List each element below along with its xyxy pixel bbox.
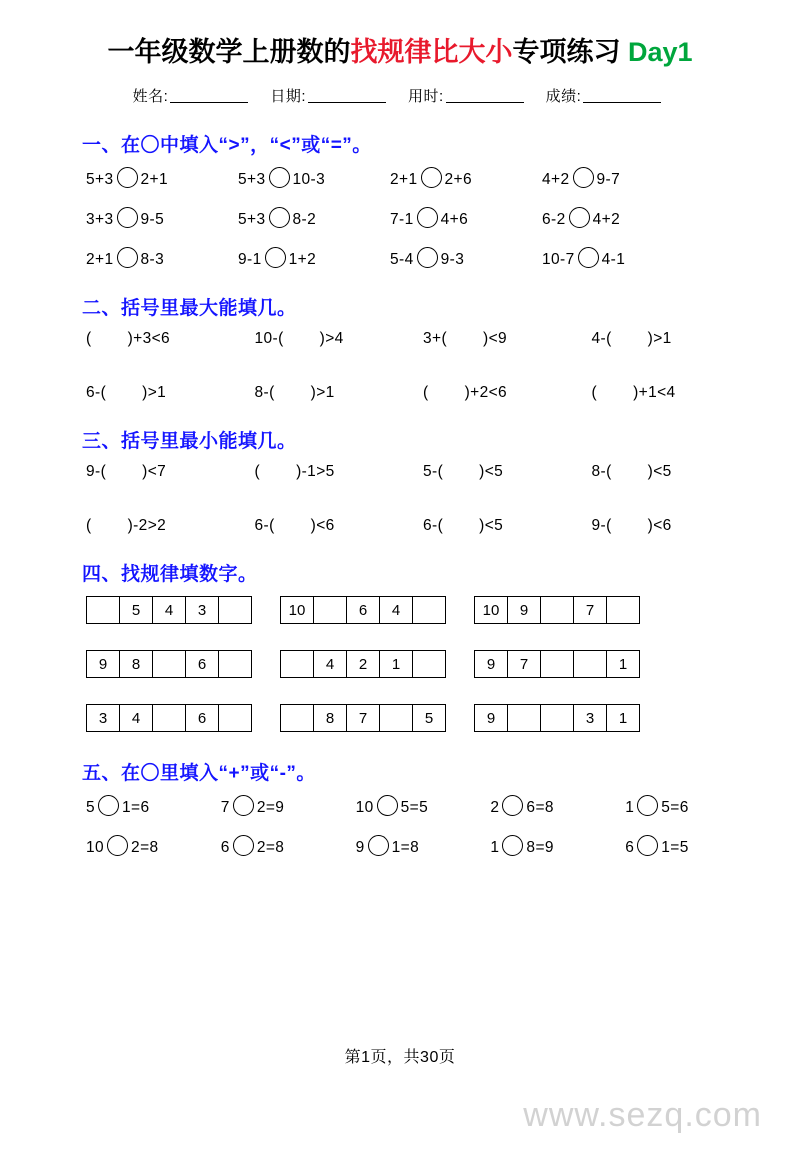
strip-cell[interactable] [86,596,120,624]
problem-item [255,384,424,402]
strip-cell[interactable]: 3 [573,704,607,732]
section-3-row-1 [86,463,760,481]
answer-circle[interactable] [417,247,438,268]
problem-item [86,167,238,189]
operand-left: 5-4 [390,251,414,268]
problem-item [221,835,356,857]
problem-item [255,330,424,348]
expr-prefix: ( [591,384,598,401]
operand-left: 5+3 [238,171,266,188]
number-strip [474,596,640,624]
expr-prefix: 8-( [254,384,275,401]
operand-left: 6-2 [542,211,566,228]
expr-suffix: )+3<6 [127,330,171,347]
answer-circle[interactable] [269,167,290,188]
operand-left: 9 [355,839,365,856]
strip-cell[interactable]: 1 [606,704,640,732]
answer-circle[interactable] [117,167,138,188]
section-2-row-2 [86,384,760,402]
expr-prefix: 10-( [254,330,284,347]
problem-item [490,835,625,857]
strip-cell[interactable]: 9 [474,704,508,732]
problem-item [592,330,761,348]
expr-prefix: ( [86,330,92,347]
answer-circle[interactable] [117,247,138,268]
section-2-heading: 二、括号里最大能填几。 [82,298,297,319]
strip-cell[interactable]: 7 [346,704,380,732]
number-strip [280,650,446,678]
strip-cell[interactable]: 1 [606,650,640,678]
expr-prefix: 5-( [423,463,444,480]
operand-right: 8-2 [292,211,317,228]
operand-left: 10 [86,839,105,856]
date-field-group [270,88,392,105]
section-1-heading: 一、在〇中填入“>”，“<”或“=”。 [82,135,372,156]
operand-left: 7 [220,799,230,816]
strip-cell[interactable] [218,596,252,624]
strip-cell[interactable] [540,650,574,678]
problem-item [390,247,542,269]
strip-cell[interactable]: 3 [185,596,219,624]
expr-suffix: )-2>2 [127,517,167,534]
answer-circle[interactable] [417,207,438,228]
name-label: 姓名: [132,88,169,105]
date-label: 日期: [270,88,306,105]
title-day-label: Day1 [627,37,693,67]
operator-circle[interactable] [502,835,523,856]
problem-item [86,330,255,348]
strip-cell[interactable] [507,704,541,732]
problem-item [86,207,238,229]
number-strip [86,650,252,678]
section-4-row-2 [86,650,760,678]
problem-item [86,795,221,817]
section-3-heading: 三、括号里最小能填几。 [82,431,297,452]
strip-cell[interactable] [606,596,640,624]
operand-right: 1+2 [288,251,317,268]
title-part-3: 专项练习 [512,37,621,67]
name-input-blank[interactable] [170,102,248,103]
problem-item [86,517,255,535]
operand-right: 2=8 [131,839,159,856]
operand-right: 9-5 [140,211,165,228]
strip-cell[interactable] [313,596,347,624]
section-5-row-1 [86,795,760,817]
strip-cell[interactable]: 6 [346,596,380,624]
problem-item [542,247,694,269]
expr-suffix: )<5 [479,517,504,534]
section-4-row-1 [86,596,760,624]
operand-left: 10-7 [542,251,575,268]
expr-prefix: 6-( [86,384,107,401]
problem-item [490,795,625,817]
operator-circle[interactable] [637,795,658,816]
section-5-heading: 五、在〇里填入“+”或“-”。 [82,763,316,784]
strip-cell[interactable] [152,704,186,732]
operand-left: 5+3 [86,171,114,188]
answer-circle[interactable] [265,247,286,268]
operand-right: 8=9 [526,839,554,856]
strip-cell[interactable]: 4 [313,650,347,678]
strip-cell[interactable] [152,650,186,678]
problem-item [221,795,356,817]
operand-left: 7-1 [390,211,414,228]
strip-cell[interactable]: 5 [412,704,446,732]
strip-cell[interactable] [280,704,314,732]
name-field-group [133,88,255,105]
expr-prefix: 8-( [591,463,612,480]
operator-circle[interactable] [107,835,128,856]
expr-suffix: )+2<6 [464,384,508,401]
strip-cell[interactable]: 7 [573,596,607,624]
strip-cell[interactable] [412,596,446,624]
operator-circle[interactable] [98,795,119,816]
problem-item [542,167,694,189]
strip-cell[interactable]: 1 [379,650,413,678]
expr-suffix: )<5 [479,463,504,480]
strip-cell[interactable] [218,704,252,732]
expr-suffix: )>1 [142,384,167,401]
operand-right: 5=6 [661,799,689,816]
number-strip [474,650,640,678]
problem-item [423,330,592,348]
operand-right: 8-3 [140,251,165,268]
operand-left: 1 [625,799,635,816]
section-1-row-1 [86,167,760,189]
expr-prefix: 4-( [591,330,612,347]
operator-circle[interactable] [502,795,523,816]
operator-circle[interactable] [637,835,658,856]
expr-suffix: )>1 [310,384,335,401]
expr-prefix: 9-( [591,517,612,534]
expr-prefix: ( [86,517,92,534]
expr-suffix: )<6 [647,517,672,534]
expr-prefix: 6-( [254,517,275,534]
operand-right: 5=5 [400,799,429,816]
expr-prefix: ( [423,384,429,401]
operand-right: 4-1 [601,251,626,268]
strip-cell[interactable]: 9 [86,650,120,678]
problem-item [356,835,491,857]
watermark-text: www.sezq.com [523,1096,762,1134]
page-title [40,30,760,69]
strip-cell[interactable]: 8 [119,650,153,678]
strip-cell[interactable]: 6 [185,704,219,732]
strip-cell[interactable] [540,704,574,732]
expr-suffix: )>1 [647,330,672,347]
expr-suffix: )<7 [142,463,167,480]
operand-right: 4+6 [440,211,469,228]
problem-item [423,463,592,481]
expr-prefix: 6-( [423,517,444,534]
operand-left: 3+3 [86,211,114,228]
operand-left: 2+1 [86,251,114,268]
problem-item [356,795,491,817]
problem-item [86,247,238,269]
strip-cell[interactable] [379,704,413,732]
problem-item [625,835,760,857]
problem-item [592,384,761,402]
operand-left: 10 [355,799,374,816]
operator-circle[interactable] [233,835,254,856]
problem-item [238,207,390,229]
problem-item [542,207,694,229]
problem-item [86,384,255,402]
strip-cell[interactable]: 9 [474,650,508,678]
operand-right: 6=8 [526,799,554,816]
answer-circle[interactable] [578,247,599,268]
section-1-row-2 [86,207,760,229]
strip-cell[interactable]: 10 [474,596,508,624]
answer-circle[interactable] [117,207,138,228]
operand-right: 10-3 [292,171,326,188]
section-1-row-3 [86,247,760,269]
operand-left: 4+2 [542,171,570,188]
problem-item [255,517,424,535]
section-4-row-3 [86,704,760,732]
problem-item [86,835,221,857]
operand-right: 9-7 [596,171,621,188]
problem-item [423,517,592,535]
problem-item [625,795,760,817]
strip-cell[interactable] [540,596,574,624]
problem-item [390,167,542,189]
strip-cell[interactable] [280,650,314,678]
operand-right: 2+6 [444,171,472,188]
expr-suffix: )<6 [310,517,335,534]
operand-right: 2=9 [256,799,285,816]
score-field-group [546,88,668,105]
expr-suffix: )>4 [319,330,344,347]
operator-circle[interactable] [233,795,254,816]
problem-item [390,207,542,229]
section-2-row-1 [86,330,760,348]
number-strip [280,704,446,732]
time-label: 用时: [408,88,444,105]
strip-cell[interactable] [412,650,446,678]
score-input-blank[interactable] [583,102,661,103]
operand-right: 2+1 [140,171,168,188]
spacer [40,481,760,517]
problem-item [86,463,255,481]
strip-cell[interactable]: 2 [346,650,380,678]
operand-left: 6 [220,839,230,856]
title-part-2: 找规律比大小 [350,37,513,67]
spacer [40,348,760,384]
operand-left: 1 [490,839,500,856]
number-strip [474,704,640,732]
operand-right: 2=8 [256,839,285,856]
time-input-blank[interactable] [446,102,524,103]
strip-cell[interactable]: 3 [86,704,120,732]
operand-right: 1=8 [391,839,420,856]
date-input-blank[interactable] [308,102,386,103]
operand-right: 1=5 [661,839,689,856]
operand-right: 1=6 [122,799,150,816]
problem-item [238,167,390,189]
expr-suffix: )<9 [483,330,508,347]
answer-circle[interactable] [269,207,290,228]
number-strip [86,596,252,624]
answer-circle[interactable] [421,167,442,188]
section-3-row-2 [86,517,760,535]
operator-circle[interactable] [377,795,398,816]
strip-cell[interactable] [573,650,607,678]
strip-cell[interactable]: 6 [185,650,219,678]
strip-cell[interactable]: 4 [119,704,153,732]
strip-cell[interactable] [218,650,252,678]
expr-prefix: 9-( [86,463,107,480]
expr-suffix: )<5 [647,463,672,480]
student-info-line [40,85,760,106]
strip-cell[interactable]: 4 [152,596,186,624]
expr-suffix: )-1>5 [296,463,335,480]
number-strip [86,704,252,732]
problem-item [592,517,761,535]
problem-item [238,247,390,269]
problem-item [255,463,424,481]
page-footer: 第1页，共30页 [344,1049,456,1066]
operand-left: 5 [86,799,96,816]
operand-left: 2+1 [390,171,418,188]
expr-suffix: )+1<4 [633,384,676,401]
strip-cell[interactable]: 5 [119,596,153,624]
problem-item [592,463,761,481]
worksheet-page [0,30,800,1161]
operator-circle[interactable] [368,835,389,856]
number-strip [280,596,446,624]
title-part-1: 一年级数学上册数的 [107,37,351,67]
expr-prefix: ( [254,463,261,480]
time-field-group [408,88,530,105]
strip-cell[interactable]: 8 [313,704,347,732]
answer-circle[interactable] [573,167,594,188]
strip-cell[interactable]: 9 [507,596,541,624]
section-5-row-2 [86,835,760,857]
operand-right: 4+2 [592,211,621,228]
section-4-heading: 四、找规律填数字。 [82,564,258,585]
strip-cell[interactable]: 10 [280,596,314,624]
operand-left: 2 [490,799,500,816]
strip-cell[interactable]: 4 [379,596,413,624]
operand-left: 9-1 [238,251,262,268]
score-label: 成绩: [545,88,582,105]
expr-prefix: 3+( [423,330,448,347]
operand-left: 5+3 [238,211,266,228]
answer-circle[interactable] [569,207,590,228]
operand-left: 6 [625,839,635,856]
operand-right: 9-3 [440,251,465,268]
strip-cell[interactable]: 7 [507,650,541,678]
problem-item [423,384,592,402]
